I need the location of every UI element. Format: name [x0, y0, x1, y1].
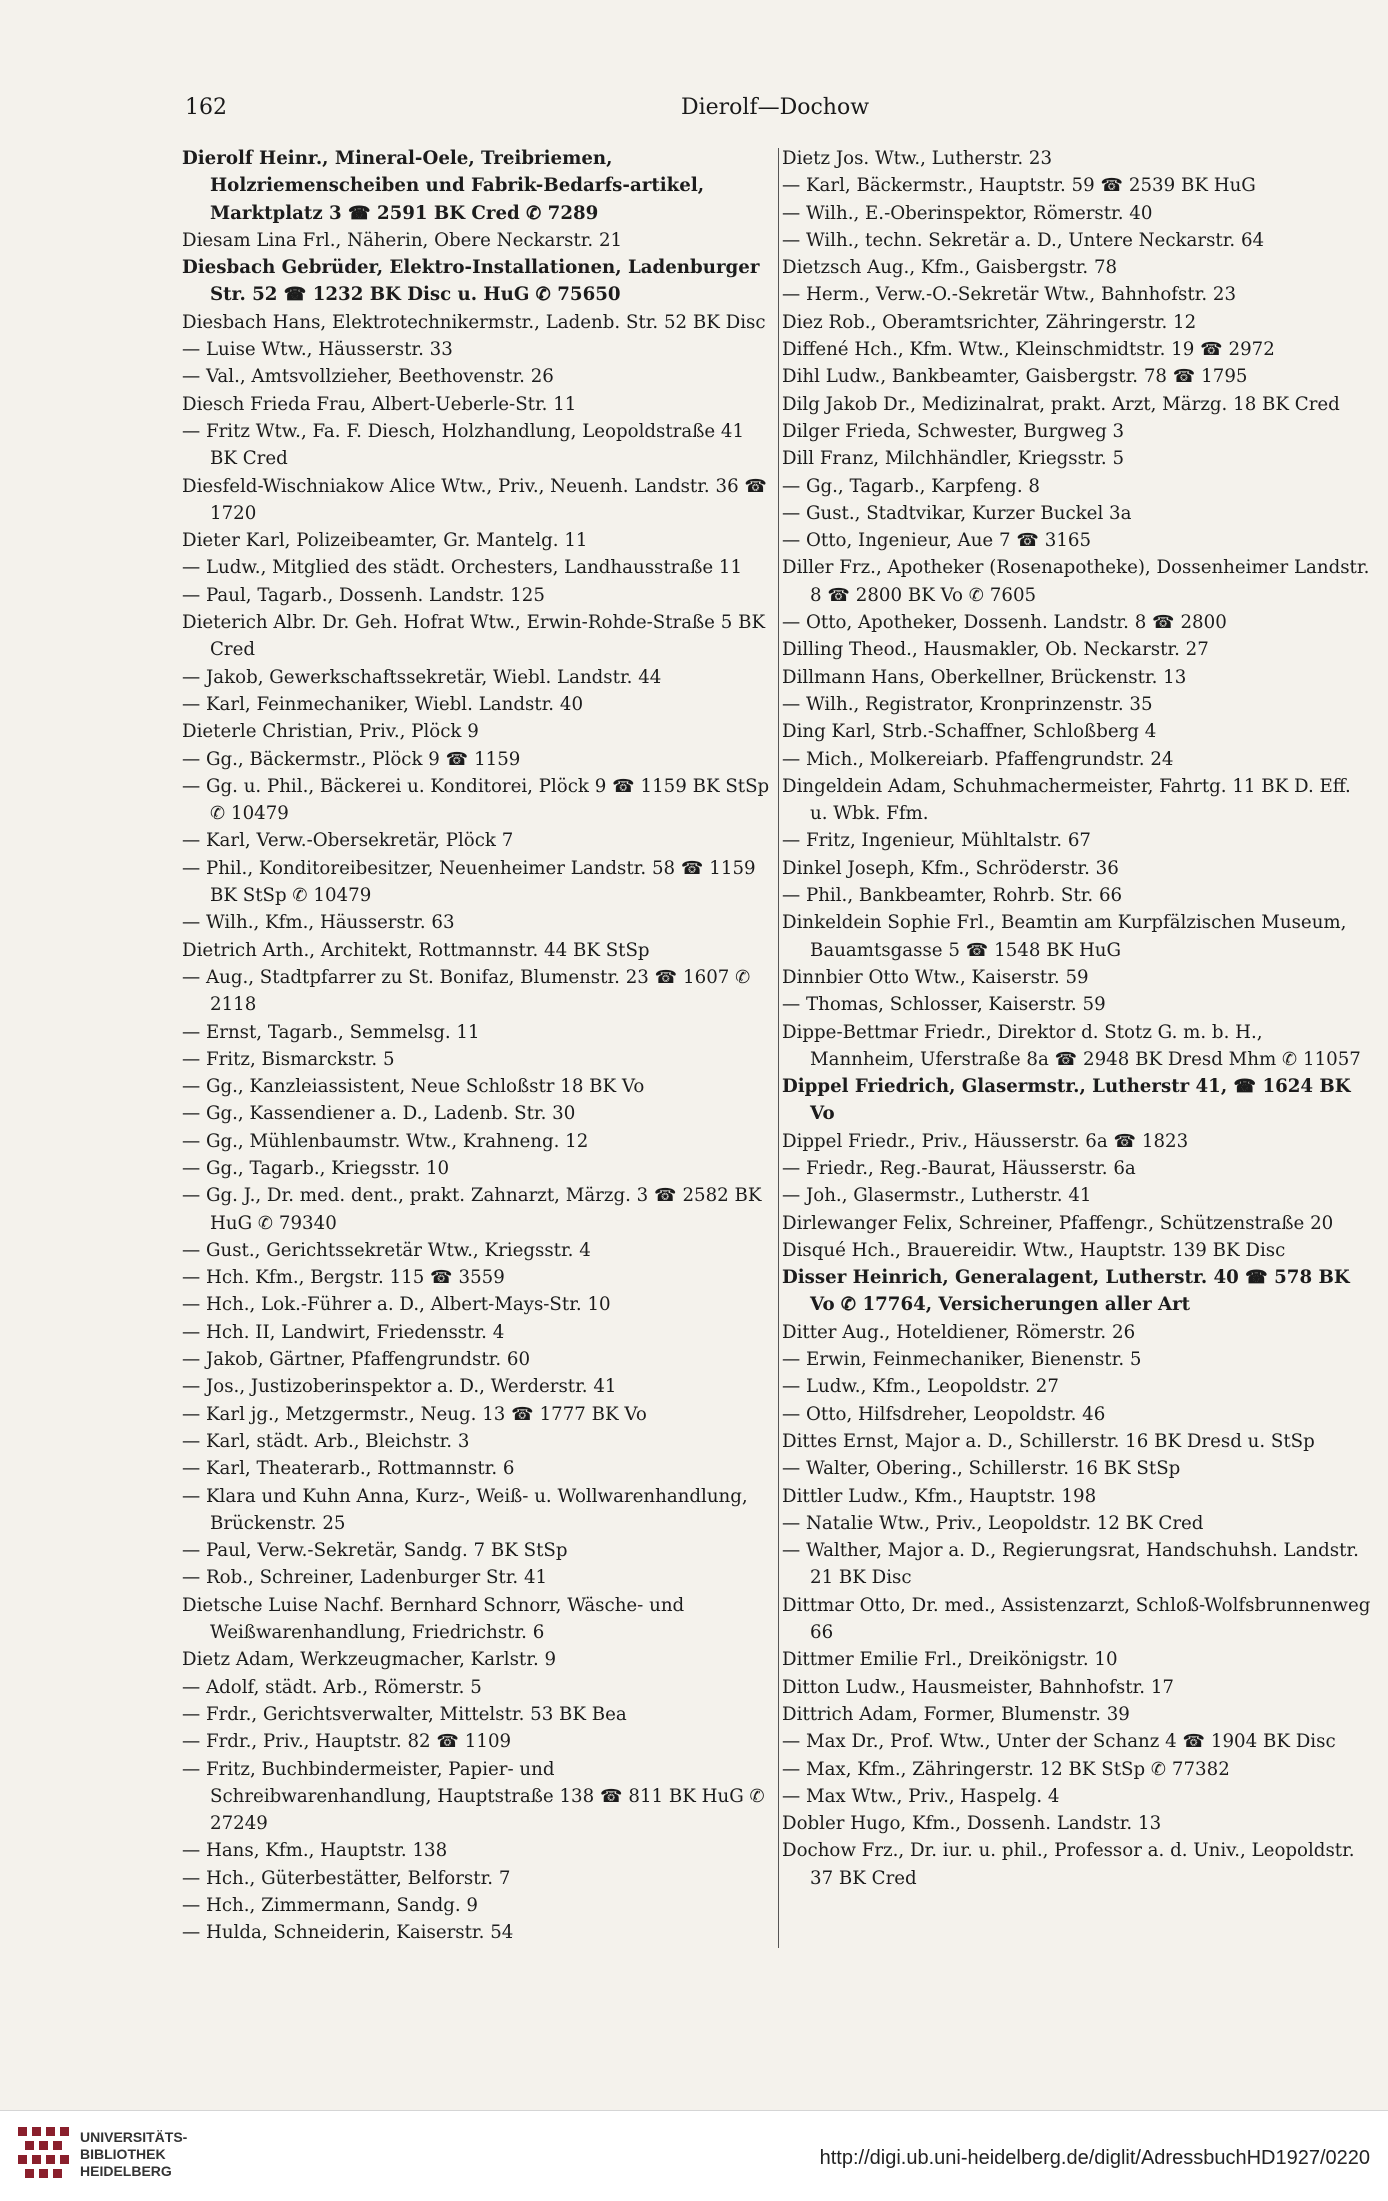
directory-entry: — Karl jg., Metzgermstr., Neug. 13 ☎ 1777 BK Vo: [182, 1403, 647, 1425]
directory-entry: — Hch., Lok.-Führer a. D., Albert-Mays-Str. 10: [182, 1294, 611, 1316]
directory-entry: Dietsche Luise Nachf. Bernhard Schnorr, Wäsche- und Weißwarenhandlung, Friedrichstr. 6: [182, 1594, 685, 1644]
directory-entry: — Frdr., Priv., Hauptstr. 82 ☎ 1109: [182, 1731, 512, 1753]
university-library-logo: [16, 2125, 74, 2183]
directory-entry: Diller Frz., Apotheker (Rosenapotheke), Dossenheimer Landstr. 8 ☎ 2800 BK Vo ✆ 7605: [782, 557, 1370, 606]
directory-entry: Disqué Hch., Brauereidir. Wtw., Hauptstr. 139 BK Disc: [782, 1239, 1286, 1261]
directory-entry: — Wilh., E.-Oberinspektor, Römerstr. 40: [782, 202, 1153, 224]
directory-entry-advert: Disser Heinrich, Generalagent, Lutherstr. 40 ☎ 578 BK Vo ✆ 17764, Versicherungen aller Art: [782, 1267, 1350, 1316]
directory-entry: — Walter, Obering., Schillerstr. 16 BK StSp: [782, 1458, 1181, 1480]
directory-entry: — Fritz, Bismarckstr. 5: [182, 1048, 395, 1070]
directory-entry: — Val., Amtsvollzieher, Beethovenstr. 26: [182, 366, 554, 388]
directory-entry: Dietz Adam, Werkzeugmacher, Karlstr. 9: [182, 1649, 557, 1671]
directory-entry: — Luise Wtw., Häusserstr. 33: [182, 339, 453, 361]
directory-entry: — Jos., Justizoberinspektor a. D., Werderstr. 41: [182, 1376, 617, 1398]
directory-entry: — Jakob, Gewerkschaftssekretär, Wiebl. Landstr. 44: [182, 666, 662, 688]
directory-entry: Dilg Jakob Dr., Medizinalrat, prakt. Arzt, Märzg. 18 BK Cred: [782, 393, 1340, 415]
directory-entry: — Jakob, Gärtner, Pfaffengrundstr. 60: [182, 1349, 531, 1371]
directory-entry: Diesbach Hans, Elektrotechnikermstr., Ladenb. Str. 52 BK Disc: [182, 311, 766, 333]
footer-bar: [0, 2110, 1388, 2201]
directory-entry: — Friedr., Reg.-Baurat, Häusserstr. 6a: [782, 1157, 1136, 1179]
directory-entry: Dinkel Joseph, Kfm., Schröderstr. 36: [782, 857, 1119, 879]
directory-entry: Dieter Karl, Polizeibeamter, Gr. Mantelg. 11: [182, 530, 588, 552]
directory-entry: Dobler Hugo, Kfm., Dossenh. Landstr. 13: [782, 1813, 1162, 1835]
directory-entry: — Gust., Gerichtssekretär Wtw., Kriegsstr. 4: [182, 1239, 591, 1261]
directory-entry: Diesch Frieda Frau, Albert-Ueberle-Str. 11: [182, 393, 577, 415]
directory-entry: — Phil., Bankbeamter, Rohrb. Str. 66: [782, 885, 1123, 907]
directory-entry: — Fritz Wtw., Fa. F. Diesch, Holzhandlung, Leopoldstraße 41 BK Cred: [182, 420, 745, 470]
source-url-link[interactable]: http://digi.ub.uni-heidelberg.de/diglit/AdressbuchHD1927/0220: [819, 2147, 1370, 2169]
directory-entry: Dochow Frz., Dr. iur. u. phil., Professor a. d. Univ., Leopoldstr. 37 BK Cred: [782, 1840, 1355, 1889]
directory-entry: — Gg., Mühlenbaumstr. Wtw., Krahneng. 12: [182, 1130, 589, 1152]
directory-entry: — Karl, Feinmechaniker, Wiebl. Landstr. 40: [182, 693, 584, 715]
library-name-line: UNIVERSITÄTS-: [80, 2129, 188, 2145]
directory-entry: Dinkeldein Sophie Frl., Beamtin am Kurpfälzischen Museum, Bauamtsgasse 5 ☎ 1548 BK HuG: [782, 912, 1347, 961]
directory-entry: — Karl, städt. Arb., Bleichstr. 3: [182, 1430, 470, 1452]
directory-entry: — Wilh., techn. Sekretär a. D., Untere Neckarstr. 64: [782, 229, 1265, 251]
directory-entry: — Natalie Wtw., Priv., Leopoldstr. 12 BK Cred: [782, 1512, 1204, 1534]
directory-entry: — Ernst, Tagarb., Semmelsg. 11: [182, 1021, 480, 1043]
directory-entry: Dietzsch Aug., Kfm., Gaisbergstr. 78: [782, 257, 1118, 279]
directory-entry: — Otto, Apotheker, Dossenh. Landstr. 8 ☎ 2800: [782, 612, 1227, 634]
directory-entry: Dingeldein Adam, Schuhmachermeister, Fahrtg. 11 BK D. Eff. u. Wbk. Ffm.: [782, 775, 1351, 825]
directory-entry: — Max Wtw., Priv., Haspelg. 4: [782, 1785, 1060, 1807]
directory-entry: — Klara und Kuhn Anna, Kurz-, Weiß- u. Wollwarenhandlung, Brückenstr. 25: [182, 1485, 748, 1534]
directory-entry: — Fritz, Buchbindermeister, Papier- und Schreibwarenhandlung, Hauptstraße 138 ☎ 811 BK HuG ✆ 27249: [182, 1758, 765, 1835]
directory-entry: Dittrich Adam, Former, Blumenstr. 39: [782, 1703, 1130, 1725]
directory-entry: Dippe-Bettmar Friedr., Direktor d. Stotz G. m. b. H., Mannheim, Uferstraße 8a ☎ 2948 BK Dresd Mhm ✆ 11057: [782, 1021, 1361, 1070]
directory-entry: — Hch., Güterbestätter, Belforstr. 7: [182, 1867, 511, 1889]
directory-entry-advert: Dippel Friedrich, Glasermstr., Lutherstr 41, ☎ 1624 BK Vo: [782, 1076, 1351, 1125]
library-name-line: BIBLIOTHEK: [80, 2146, 166, 2162]
directory-entry: — Gg., Bäckermstr., Plöck 9 ☎ 1159: [182, 748, 521, 770]
directory-entry: Ditton Ludw., Hausmeister, Bahnhofstr. 17: [782, 1676, 1174, 1698]
directory-entry: Dittler Ludw., Kfm., Hauptstr. 198: [782, 1485, 1097, 1507]
directory-entry: — Ludw., Mitglied des städt. Orchesters, Landhausstraße 11: [182, 557, 743, 579]
directory-entry: — Hulda, Schneiderin, Kaiserstr. 54: [182, 1922, 514, 1944]
directory-entry: Ditter Aug., Hoteldiener, Römerstr. 26: [782, 1321, 1136, 1343]
directory-entry: — Gust., Stadtvikar, Kurzer Buckel 3a: [782, 502, 1132, 524]
directory-entry: Dill Franz, Milchhändler, Kriegsstr. 5: [782, 448, 1125, 470]
directory-entry: Dieterle Christian, Priv., Plöck 9: [182, 721, 479, 743]
directory-entry: — Paul, Verw.-Sekretär, Sandg. 7 BK StSp: [182, 1540, 568, 1562]
running-head: Dierolf—Dochow: [680, 95, 870, 120]
page-header: [185, 95, 1365, 135]
directory-entry: — Max Dr., Prof. Wtw., Unter der Schanz 4 ☎ 1904 BK Disc: [782, 1731, 1336, 1753]
directory-entry: — Mich., Molkereiarb. Pfaffengrundstr. 24: [782, 748, 1174, 770]
directory-entry: — Karl, Bäckermstr., Hauptstr. 59 ☎ 2539 BK HuG: [782, 175, 1256, 197]
directory-entry: Dietz Jos. Wtw., Lutherstr. 23: [782, 148, 1053, 169]
directory-entry: — Gg., Tagarb., Karpfeng. 8: [782, 475, 1040, 497]
directory-entry: — Max, Kfm., Zähringerstr. 12 BK StSp ✆ 77382: [782, 1758, 1230, 1780]
directory-entry: — Hans, Kfm., Hauptstr. 138: [182, 1840, 448, 1862]
directory-entry: — Ludw., Kfm., Leopoldstr. 27: [782, 1376, 1059, 1398]
directory-entry: — Phil., Konditoreibesitzer, Neuenheimer Landstr. 58 ☎ 1159 BK StSp ✆ 10479: [182, 857, 756, 907]
directory-entry: Dittes Ernst, Major a. D., Schillerstr. 16 BK Dresd u. StSp: [782, 1430, 1315, 1452]
directory-entry: Dippel Friedr., Priv., Häusserstr. 6a ☎ 1823: [782, 1130, 1189, 1152]
directory-entry: — Gg., Kanzleiassistent, Neue Schloßstr 18 BK Vo: [182, 1076, 645, 1098]
directory-entry: Dittmar Otto, Dr. med., Assistenzarzt, Schloß-Wolfsbrunnenweg 66: [782, 1594, 1371, 1644]
directory-entry: — Otto, Ingenieur, Aue 7 ☎ 3165: [782, 530, 1092, 552]
directory-entry: — Karl, Verw.-Obersekretär, Plöck 7: [182, 830, 514, 852]
directory-entry: — Wilh., Registrator, Kronprinzenstr. 35: [782, 693, 1153, 715]
directory-entry-advert: Diesbach Gebrüder, Elektro-Installationen, Ladenburger Str. 52 ☎ 1232 BK Disc u. HuG ✆ 75650: [182, 257, 760, 306]
directory-entry: — Rob., Schreiner, Ladenburger Str. 41: [182, 1567, 548, 1589]
directory-entry: — Gg., Kassendiener a. D., Ladenb. Str. 30: [182, 1103, 576, 1125]
directory-entry: — Paul, Tagarb., Dossenh. Landstr. 125: [182, 584, 545, 606]
directory-entry: — Wilh., Kfm., Häusserstr. 63: [182, 912, 455, 934]
directory-entry: — Gg. J., Dr. med. dent., prakt. Zahnarzt, Märzg. 3 ☎ 2582 BK HuG ✆ 79340: [182, 1185, 762, 1234]
page-number: 162: [185, 95, 227, 120]
directory-entry: Dilger Frieda, Schwester, Burgweg 3: [782, 420, 1125, 442]
directory-entry: — Frdr., Gerichtsverwalter, Mittelstr. 53 BK Bea: [182, 1703, 627, 1725]
directory-entry: Dillmann Hans, Oberkellner, Brückenstr. 13: [782, 666, 1187, 688]
directory-entry: — Erwin, Feinmechaniker, Bienenstr. 5: [782, 1349, 1142, 1371]
directory-entry: — Hch. Kfm., Bergstr. 115 ☎ 3559: [182, 1267, 505, 1289]
directory-entry: Dittmer Emilie Frl., Dreikönigstr. 10: [782, 1649, 1118, 1671]
directory-entry: Diesfeld-Wischniakow Alice Wtw., Priv., Neuenh. Landstr. 36 ☎ 1720: [182, 475, 768, 524]
directory-entry: Dinnbier Otto Wtw., Kaiserstr. 59: [782, 966, 1089, 988]
directory-entry: — Karl, Theaterarb., Rottmannstr. 6: [182, 1458, 515, 1480]
directory-entry: — Hch., Zimmermann, Sandg. 9: [182, 1895, 478, 1916]
directory-entry: Dihl Ludw., Bankbeamter, Gaisbergstr. 78 ☎ 1795: [782, 366, 1248, 388]
directory-entry: — Adolf, städt. Arb., Römerstr. 5: [182, 1676, 482, 1698]
directory-entry: Dilling Theod., Hausmakler, Ob. Neckarstr. 27: [782, 639, 1209, 661]
directory-entry: Diez Rob., Oberamtsrichter, Zähringerstr. 12: [782, 311, 1197, 333]
directory-entry: Dieterich Albr. Dr. Geh. Hofrat Wtw., Erwin-Rohde-Straße 5 BK Cred: [182, 612, 766, 661]
directory-entry: Diesam Lina Frl., Näherin, Obere Neckarstr. 21: [182, 229, 623, 251]
column-divider: [778, 148, 779, 1948]
directory-entry: — Otto, Hilfsdreher, Leopoldstr. 46: [782, 1403, 1106, 1425]
directory-entry: — Aug., Stadtpfarrer zu St. Bonifaz, Blumenstr. 23 ☎ 1607 ✆ 2118: [182, 966, 751, 1016]
right-column: [782, 145, 1372, 1892]
directory-entry-advert: Dierolf Heinr., Mineral-Oele, Treibriemen, Holzriemenscheiben und Fabrik-Bedarfs-artikel, Marktplatz 3 ☎ 2591 BK Cred ✆ 7289: [182, 148, 705, 224]
directory-entry: — Gg., Tagarb., Kriegsstr. 10: [182, 1157, 450, 1179]
library-name: [80, 2129, 240, 2180]
directory-entry: — Hch. II, Landwirt, Friedensstr. 4: [182, 1321, 505, 1343]
directory-entry: — Fritz, Ingenieur, Mühltalstr. 67: [782, 830, 1091, 852]
directory-entry: Dietrich Arth., Architekt, Rottmannstr. 44 BK StSp: [182, 939, 650, 961]
directory-entry: — Herm., Verw.-O.-Sekretär Wtw., Bahnhofstr. 23: [782, 284, 1237, 306]
directory-entry: Dirlewanger Felix, Schreiner, Pfaffengr., Schützenstraße 20: [782, 1212, 1334, 1234]
directory-entry: — Thomas, Schlosser, Kaiserstr. 59: [782, 994, 1106, 1016]
directory-entry: Diffené Hch., Kfm. Wtw., Kleinschmidtstr. 19 ☎ 2972: [782, 339, 1275, 361]
left-column: [182, 145, 774, 1947]
directory-entry: — Joh., Glasermstr., Lutherstr. 41: [782, 1185, 1092, 1207]
directory-entry: Ding Karl, Strb.-Schaffner, Schloßberg 4: [782, 721, 1157, 743]
library-name-line: HEIDELBERG: [80, 2163, 172, 2179]
directory-entry: — Walther, Major a. D., Regierungsrat, Handschuhsh. Landstr. 21 BK Disc: [782, 1540, 1359, 1589]
directory-entry: — Gg. u. Phil., Bäckerei u. Konditorei, Plöck 9 ☎ 1159 BK StSp ✆ 10479: [182, 775, 770, 825]
